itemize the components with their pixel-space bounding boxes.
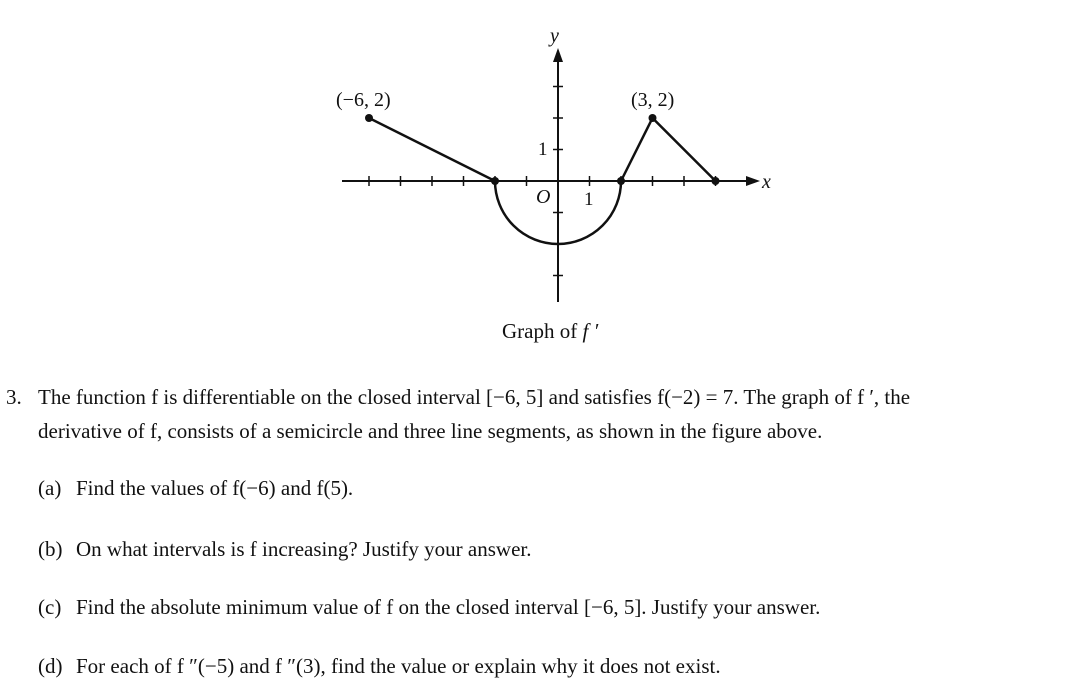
part-c <box>38 595 820 620</box>
problem-number: 3. <box>6 385 22 409</box>
part-a <box>38 476 353 501</box>
part-b-label: (b) <box>38 537 63 561</box>
point-2 <box>617 177 625 185</box>
point-0 <box>365 114 373 122</box>
problem-stem-line-1: The function f is differentiable on the closed interval [−6, 5] and satisfies f(−2) = 7. The graph of f ′, the <box>38 385 911 409</box>
part-a-label: (a) <box>38 476 62 500</box>
part-d-label: (d) <box>38 654 63 678</box>
part-b-text: On what intervals is f increasing? Justify your answer. <box>76 537 532 561</box>
problem-stem <box>0 380 1075 448</box>
point-1 <box>491 177 499 185</box>
origin-label: O <box>536 186 551 208</box>
y-tick-label-1: 1 <box>538 139 548 160</box>
point-4 <box>712 177 720 185</box>
y-axis-arrow-icon <box>553 48 563 62</box>
curve-segment-2 <box>621 118 653 181</box>
y-axis-label: y <box>550 25 559 47</box>
x-axis-arrow-icon <box>746 176 760 186</box>
part-a-text: Find the values of f(−6) and f(5). <box>76 476 354 500</box>
part-d <box>38 654 721 679</box>
point-3 <box>649 114 657 122</box>
part-d-text: For each of f ″(−5) and f ″(3), find the value or explain why it does not exist. <box>76 654 721 678</box>
point-label-neg6-2: (−6, 2) <box>336 89 391 111</box>
curve-segment-3 <box>653 118 716 181</box>
x-tick-label-1: 1 <box>584 189 594 210</box>
part-c-label: (c) <box>38 595 62 619</box>
problem-stem-line-2: derivative of f, consists of a semicircle and three line segments, as shown in the figure above. <box>38 419 823 443</box>
x-axis-label: x <box>762 171 771 193</box>
figure-caption: Graph of f ′ <box>502 319 599 343</box>
curve-segment-0 <box>369 118 495 181</box>
problem-3 <box>0 380 1075 448</box>
part-b <box>38 537 531 562</box>
part-c-text: Find the absolute minimum value of f on the closed interval [−6, 5]. Justify your answer. <box>76 595 821 619</box>
point-label-3-2: (3, 2) <box>631 89 675 111</box>
